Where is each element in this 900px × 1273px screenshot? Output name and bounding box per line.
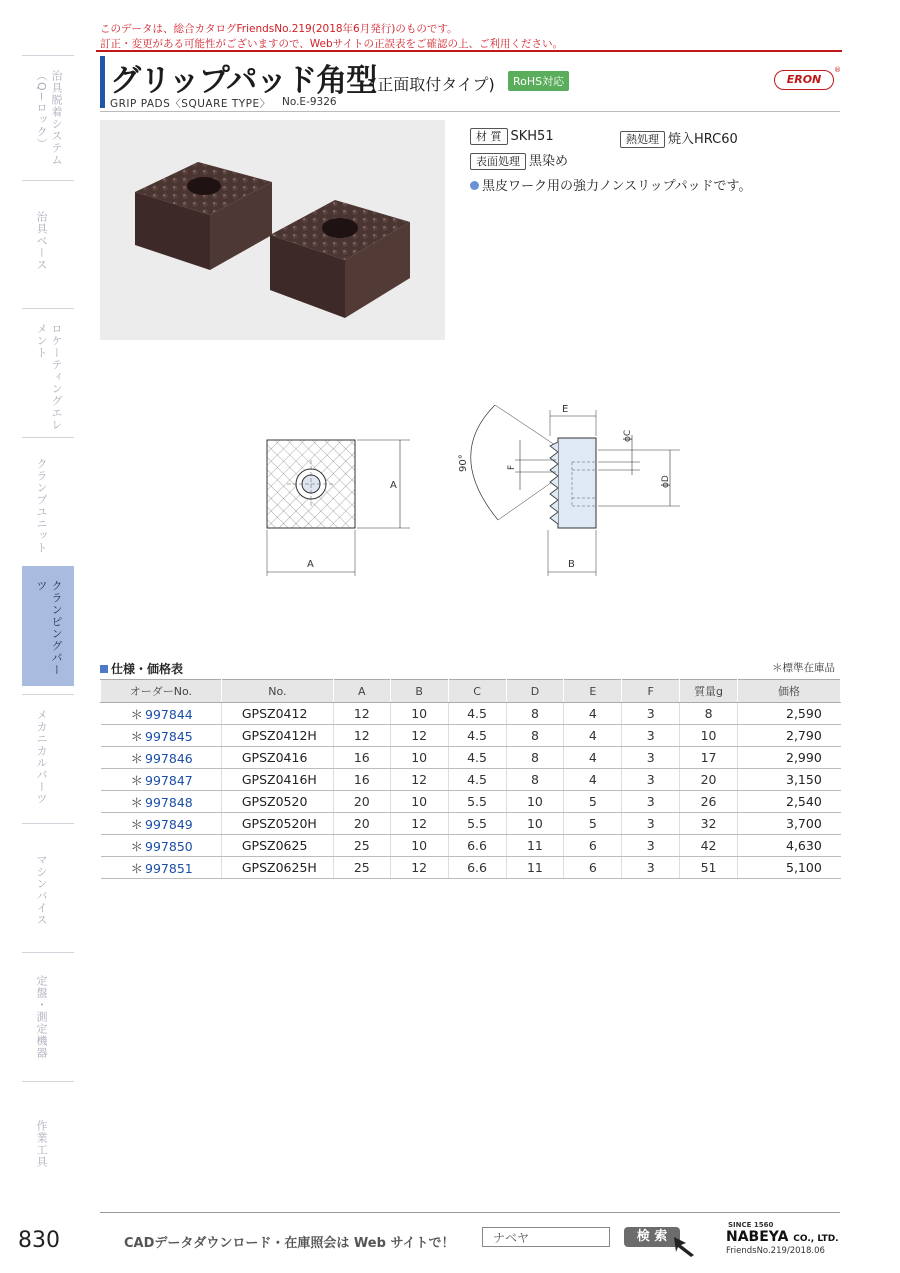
dim-f-cell: 3	[622, 725, 680, 747]
col-c: C	[448, 680, 506, 703]
stock-mark: ＊	[130, 728, 144, 744]
dim-b-cell: 10	[390, 747, 448, 769]
company-logo	[726, 1229, 839, 1245]
stock-mark: ＊	[130, 750, 144, 766]
sidebar-item-hand-tools[interactable]	[22, 1081, 74, 1204]
search-button[interactable]: 検 索	[624, 1227, 680, 1247]
product-no-cell: GPSZ0625H	[221, 857, 333, 879]
product-photo	[100, 120, 445, 340]
material-label: 材 質	[470, 128, 508, 145]
sidebar-item-q-lock[interactable]	[22, 55, 74, 176]
cursor-arrow-icon	[672, 1235, 702, 1257]
dim-f-cell: 3	[622, 835, 680, 857]
front-dim-a-side: A	[390, 480, 397, 491]
dim-e-cell: 6	[564, 857, 622, 879]
material-value: SKH51	[510, 129, 554, 144]
dim-e-cell: 6	[564, 835, 622, 857]
surface-treatment-label: 表面処理	[470, 153, 526, 170]
catalog-edition: FriendsNo.219/2018.06	[726, 1246, 825, 1256]
mass-cell: 51	[680, 857, 738, 879]
dim-d-cell: 8	[506, 747, 564, 769]
dim-f-cell: 3	[622, 813, 680, 835]
stock-mark: ＊	[130, 816, 144, 832]
col-a: A	[333, 680, 390, 703]
mass-cell: 32	[680, 813, 738, 835]
dim-b-cell: 12	[390, 813, 448, 835]
dim-d-cell: 10	[506, 813, 564, 835]
dim-d-cell: 11	[506, 835, 564, 857]
feature-label: 黒皮ワーク用の強力ノンスリップパッドです。	[482, 179, 752, 194]
order-no-value[interactable]: 997846	[145, 750, 193, 766]
front-view	[267, 440, 410, 576]
dim-b-cell: 10	[390, 791, 448, 813]
dim-d-cell: 8	[506, 769, 564, 791]
price-cell: 5,100	[738, 857, 841, 879]
order-no-value[interactable]: 997851	[145, 860, 193, 876]
dim-c-cell: 5.5	[448, 813, 506, 835]
since-label: SINCE 1560	[728, 1221, 774, 1229]
price-cell: 3,700	[738, 813, 841, 835]
spec-table-heading-label: 仕様・価格表	[111, 662, 184, 676]
sidebar-item-label: 治具ベース	[35, 211, 48, 271]
dim-d-cell: 8	[506, 725, 564, 747]
table-header-row	[101, 680, 841, 703]
dim-c-cell: 6.6	[448, 857, 506, 879]
product-no-cell: GPSZ0412	[221, 703, 333, 725]
bullet-icon	[470, 181, 479, 190]
sidebar-item-surface-plate[interactable]	[22, 952, 74, 1075]
order-no-cell[interactable]	[101, 769, 222, 791]
price-cell: 2,590	[738, 703, 841, 725]
dim-a-cell: 12	[333, 703, 390, 725]
dim-f-cell: 3	[622, 769, 680, 791]
sidebar-item-label: マシンバイス	[35, 854, 48, 926]
order-no-value[interactable]: 997850	[145, 838, 193, 854]
dim-a-cell: 20	[333, 791, 390, 813]
spec-table-heading	[100, 660, 183, 677]
mass-cell: 20	[680, 769, 738, 791]
sidebar-item-label: メカニカルパーツ	[35, 709, 48, 805]
mass-cell: 26	[680, 791, 738, 813]
table-row	[101, 835, 841, 857]
product-no-cell: GPSZ0412H	[221, 725, 333, 747]
dim-d-cell: 10	[506, 791, 564, 813]
price-cell: 3,150	[738, 769, 841, 791]
stock-mark: ＊	[130, 860, 144, 876]
dim-d-cell: 8	[506, 703, 564, 725]
order-no-cell[interactable]	[101, 703, 222, 725]
side-dim-d: ϕD	[661, 475, 671, 488]
technical-drawing	[240, 380, 700, 584]
footer-divider	[100, 1212, 840, 1213]
title-divider	[100, 111, 840, 112]
grip-pad-right-image	[270, 200, 410, 318]
order-no-cell[interactable]	[101, 747, 222, 769]
dim-a-cell: 16	[333, 769, 390, 791]
sidebar-item-mechanical-parts[interactable]	[22, 694, 74, 817]
product-no-cell: GPSZ0625	[221, 835, 333, 857]
stock-mark: ＊	[130, 838, 144, 854]
dim-b-cell: 12	[390, 769, 448, 791]
dim-d-cell: 11	[506, 857, 564, 879]
dim-c-cell: 4.5	[448, 769, 506, 791]
spec-price-table	[100, 679, 841, 879]
product-no-cell: GPSZ0520	[221, 791, 333, 813]
cad-download-text: CADデータダウンロード・在庫照会は Web サイトで！	[124, 1236, 455, 1251]
notice-line-1: このデータは、総合カタログFriendsNo.219(2018年6月発行)のものです。	[100, 23, 458, 35]
dim-f-cell: 3	[622, 791, 680, 813]
table-row	[101, 791, 841, 813]
order-no-value[interactable]: 997847	[145, 772, 193, 788]
order-no-value[interactable]: 997845	[145, 728, 193, 744]
page-number: 830	[18, 1228, 60, 1253]
heat-treatment-row	[620, 128, 738, 148]
price-cell: 2,790	[738, 725, 841, 747]
col-price: 価格	[738, 680, 841, 703]
side-dim-f: F	[507, 464, 517, 470]
sidebar-item-jig-base[interactable]	[22, 180, 74, 301]
order-no-cell[interactable]	[101, 725, 222, 747]
company-name: NABEYA	[726, 1229, 789, 1245]
dim-b-cell: 10	[390, 835, 448, 857]
page-title: グリップパッド角型	[110, 63, 377, 99]
price-cell: 2,540	[738, 791, 841, 813]
order-no-cell[interactable]	[101, 835, 222, 857]
col-order-no: オーダーNo.	[101, 680, 222, 703]
side-dim-c: ϕC	[623, 429, 633, 442]
dim-a-cell: 25	[333, 835, 390, 857]
product-code: No.E-9326	[282, 96, 337, 108]
dim-c-cell: 4.5	[448, 703, 506, 725]
order-no-value[interactable]: 997848	[145, 794, 193, 810]
front-dim-a-bottom: A	[307, 559, 314, 570]
mass-cell: 42	[680, 835, 738, 857]
sidebar-item-clamp-unit[interactable]	[22, 437, 74, 560]
dim-c-cell: 5.5	[448, 791, 506, 813]
sidebar-item-locating-element[interactable]	[22, 308, 74, 431]
sidebar-item-label: ロケーティングエレメント	[35, 323, 63, 431]
stock-mark: ＊	[130, 706, 144, 722]
col-no: No.	[221, 680, 333, 703]
dim-f-cell: 3	[622, 747, 680, 769]
dim-e-cell: 4	[564, 747, 622, 769]
sidebar-item-clamping-parts[interactable]	[22, 566, 74, 686]
order-no-cell[interactable]	[101, 813, 222, 835]
rohs-badge: RoHS対応	[508, 71, 569, 91]
heading-square-icon	[100, 665, 108, 673]
price-cell: 2,990	[738, 747, 841, 769]
dim-a-cell: 20	[333, 813, 390, 835]
surface-treatment-value: 黒染め	[529, 154, 569, 169]
table-row	[101, 857, 841, 879]
table-row	[101, 813, 841, 835]
sidebar-item-label: クランプユニット	[35, 458, 48, 554]
heat-treatment-label: 熱処理	[620, 131, 665, 148]
company-suffix: CO., LTD.	[793, 1234, 839, 1244]
catalog-notice	[100, 22, 563, 52]
dim-c-cell: 4.5	[448, 747, 506, 769]
dim-b-cell: 10	[390, 703, 448, 725]
sidebar-item-machine-vise[interactable]	[22, 823, 74, 946]
dim-a-cell: 16	[333, 747, 390, 769]
mass-cell: 8	[680, 703, 738, 725]
dim-b-cell: 12	[390, 857, 448, 879]
col-mass: 質量g	[680, 680, 738, 703]
table-row	[101, 703, 841, 725]
notice-divider	[96, 50, 842, 52]
material-row	[470, 128, 554, 145]
product-no-cell: GPSZ0416H	[221, 769, 333, 791]
table-row	[101, 769, 841, 791]
side-view	[471, 405, 680, 576]
dim-e-cell: 4	[564, 769, 622, 791]
sidebar-item-label: 治具脱着システム（Q−ロック）	[35, 70, 63, 166]
english-title: GRIP PADS〈SQUARE TYPE〉	[110, 98, 271, 110]
page-subtitle: (正面取付タイプ)	[371, 75, 495, 94]
price-cell: 4,630	[738, 835, 841, 857]
dim-e-cell: 5	[564, 813, 622, 835]
dim-a-cell: 12	[333, 725, 390, 747]
mass-cell: 10	[680, 725, 738, 747]
dim-b-cell: 12	[390, 725, 448, 747]
side-dim-b: B	[568, 559, 575, 570]
brand-logo: ERON	[774, 70, 834, 90]
brand-registered-mark: ®	[834, 66, 841, 74]
product-no-cell: GPSZ0520H	[221, 813, 333, 835]
table-row	[101, 747, 841, 769]
search-input[interactable]: ナベヤ	[482, 1227, 610, 1247]
sidebar-item-label: クランピングパーツ	[35, 580, 63, 676]
feature-text	[470, 175, 752, 194]
col-f: F	[622, 680, 680, 703]
stock-mark: ＊	[130, 772, 144, 788]
side-dim-e: E	[562, 404, 569, 415]
order-no-value[interactable]: 997849	[145, 816, 193, 832]
order-no-cell[interactable]	[101, 857, 222, 879]
title-accent-bar	[100, 56, 105, 108]
notice-line-2: 訂正・変更がある可能性がございますので、Webサイトの正誤表をご確認の上、ご利用ください。	[100, 38, 563, 50]
table-row	[101, 725, 841, 747]
grip-pad-left-image	[135, 162, 272, 270]
col-b: B	[390, 680, 448, 703]
sidebar-item-label: 定盤・測定機器	[35, 975, 48, 1059]
dim-e-cell: 4	[564, 703, 622, 725]
dim-e-cell: 4	[564, 725, 622, 747]
surface-treatment-row	[470, 150, 568, 170]
stock-note: ＊標準在庫品	[772, 662, 835, 674]
order-no-value[interactable]: 997844	[145, 706, 193, 722]
dim-f-cell: 3	[622, 703, 680, 725]
dim-f-cell: 3	[622, 857, 680, 879]
dim-e-cell: 5	[564, 791, 622, 813]
col-d: D	[506, 680, 564, 703]
mass-cell: 17	[680, 747, 738, 769]
order-no-cell[interactable]	[101, 791, 222, 813]
heat-treatment-value: 焼入HRC60	[668, 132, 738, 147]
dim-c-cell: 4.5	[448, 725, 506, 747]
product-no-cell: GPSZ0416	[221, 747, 333, 769]
col-e: E	[564, 680, 622, 703]
stock-mark: ＊	[130, 794, 144, 810]
dim-c-cell: 6.6	[448, 835, 506, 857]
angle-label: 90°	[458, 454, 469, 472]
dim-a-cell: 25	[333, 857, 390, 879]
sidebar-item-label: 作業工具	[35, 1120, 48, 1168]
